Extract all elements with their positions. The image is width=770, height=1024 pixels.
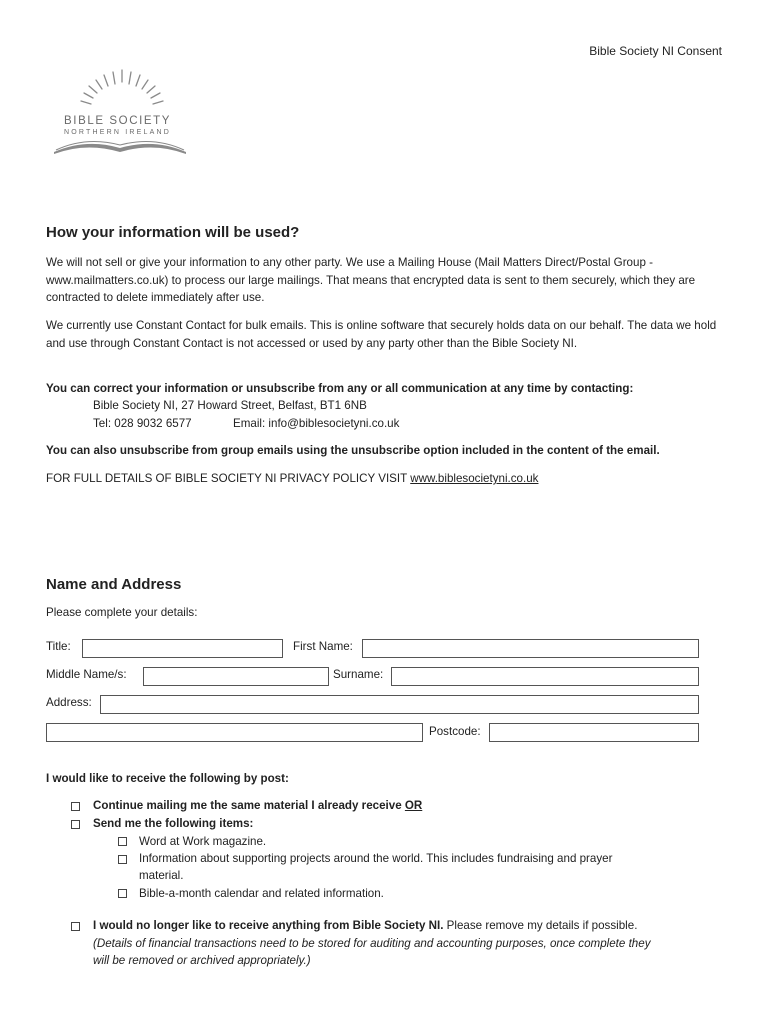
postcode-label: Postcode: (429, 725, 481, 738)
middle-name-field[interactable] (143, 667, 329, 686)
contact-address: Bible Society NI, 27 Howard Street, Belfast, BT1 6NB (93, 399, 367, 412)
address-field[interactable] (100, 695, 699, 714)
surname-label: Surname: (333, 668, 384, 681)
document-header-title: Bible Society NI Consent (589, 44, 722, 58)
name-address-heading: Name and Address (46, 576, 182, 593)
supporting-projects-checkbox[interactable] (118, 855, 127, 864)
continue-mailing-label (93, 799, 422, 812)
continue-mailing-text: Continue mailing me the same material I already receive (93, 799, 405, 812)
supporting-projects-label: Information about supporting projects around the world. This includes fundraising and prayer (139, 852, 613, 865)
opt-out-note-line2: will be removed or archived appropriately.) (93, 954, 311, 967)
privacy-policy-line (46, 470, 538, 488)
info-paragraph-1: We will not sell or give your information to any other party. We use a Mailing House (Mail Matters Direct/Postal Group - www.mailmatters.co.uk) to process our large mailings. That means that encrypted data is sent to them securely, which they are contracted to delete immediately after use. (46, 256, 696, 304)
privacy-policy-prefix: FOR FULL DETAILS OF BIBLE SOCIETY NI PRIVACY POLICY VISIT (46, 472, 411, 485)
address-label: Address: (46, 696, 92, 709)
bible-a-month-checkbox[interactable] (118, 889, 127, 898)
or-text: OR (404, 799, 423, 812)
opt-out-label (93, 919, 637, 932)
logo-line2: NORTHERN IRELAND (64, 129, 172, 136)
opt-out-checkbox[interactable] (71, 922, 80, 931)
info-heading: How your information will be used? (46, 224, 300, 241)
contact-tel: Tel: 028 9032 6577 (93, 417, 192, 430)
privacy-policy-link[interactable]: www.biblesocietyni.co.uk (410, 472, 539, 485)
supporting-projects-label-cont: material. (139, 869, 184, 882)
first-name-field[interactable] (362, 639, 699, 658)
bible-society-logo (50, 66, 190, 158)
logo-line1: BIBLE SOCIETY (64, 115, 172, 127)
surname-field[interactable] (391, 667, 699, 686)
first-name-label: First Name: (293, 640, 353, 653)
unsubscribe-note: You can also unsubscribe from group emails using the unsubscribe option included in the content of the email. (46, 444, 660, 457)
title-label: Title: (46, 640, 71, 653)
bible-a-month-label: Bible-a-month calendar and related information. (139, 887, 384, 900)
word-at-work-label: Word at Work magazine. (139, 835, 267, 848)
correct-info-heading: You can correct your information or unsubscribe from any or all communication at any time by contacting: (46, 382, 634, 395)
send-items-label: Send me the following items: (93, 817, 254, 830)
form-instruction: Please complete your details: (46, 606, 198, 619)
word-at-work-checkbox[interactable] (118, 837, 127, 846)
title-field[interactable] (82, 639, 283, 658)
sunburst-book-icon (50, 66, 190, 158)
opt-out-bold-text: I would no longer like to receive anything from Bible Society NI. (93, 919, 444, 932)
info-paragraph-2: We currently use Constant Contact for bulk emails. This is online software that securely holds data on our behalf. The data we hold and use through Constant Contact is not accessed or used by any party other than the Bible Society NI. (46, 319, 717, 350)
contact-email: Email: info@biblesocietyni.co.uk (233, 417, 400, 430)
opt-out-note-line1: (Details of financial transactions need to be stored for auditing and accounting purposes, once complete they (93, 937, 651, 950)
continue-mailing-checkbox[interactable] (71, 802, 80, 811)
post-heading: I would like to receive the following by post: (46, 772, 289, 785)
postcode-field[interactable] (489, 723, 699, 742)
send-items-checkbox[interactable] (71, 820, 80, 829)
address-line2-field[interactable] (46, 723, 423, 742)
middle-name-label: Middle Name/s: (46, 668, 127, 681)
opt-out-normal-text: Please remove my details if possible. (443, 919, 638, 932)
